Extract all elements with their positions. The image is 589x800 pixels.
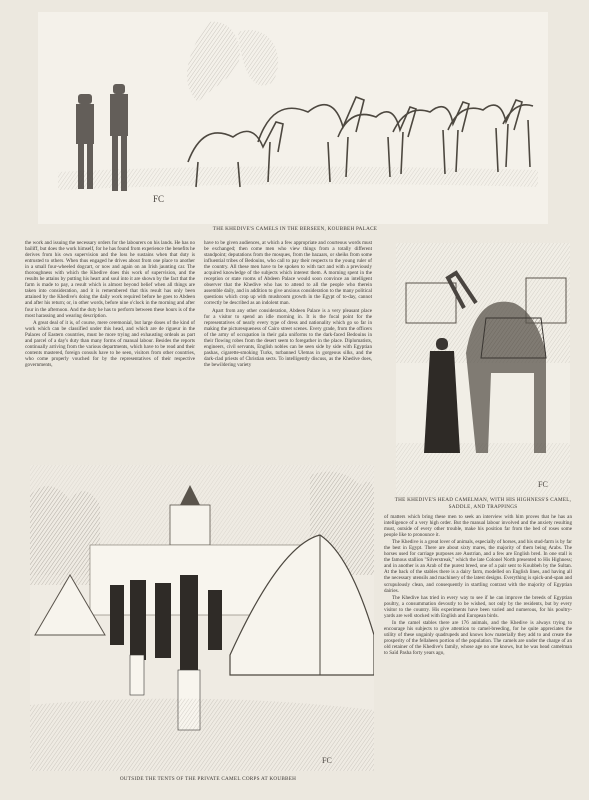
- tents-signature: FC: [322, 756, 332, 765]
- paragraph: the work and issuing the necessary orders for the labourers on his lands. He has no bailiff, but does the work himself, for he has found from experience the benefits he derives from his own supervision and the loss he sustains when that duty is entrusted to others. When thus engaged he drives about from one place to another in a small four-wheeled dogcart, or now and again on an Irish jaunting car. The thoroughness with which the Khedive does this work of supervision, and the results he attains by putting his heart and soul into it are shown by the fact that the farm is made to pay, a result which is almost beyond belief when all things are taken into consideration, and it is remembered that this result has only been attained by the Khedive's doing the daily work required before he goes to Abdeen and after his return; or, in other words, before nine o'clock in the morning and after four in the afternoon. And the duty he has to perform between these hours is of the most harassing and wearing description.: [25, 240, 195, 319]
- camels-caption: THE KHEDIVE'S CAMELS IN THE BERSEEN, KOUBBEH PALACE: [212, 226, 378, 232]
- text-column-right: [384, 514, 572, 657]
- camels-signature: FC: [153, 194, 165, 204]
- paragraph: of matters which bring these men to seek an interview with him proves that he has an intelligence of a very high order. But the manual labour involved and the anxiety resulting must, outside of every other trouble, make his position far from the bed of roses some people like to pronounce it.: [384, 514, 572, 539]
- paragraph: In the camel stables there are 176 animals, and the Khedive is always trying to encourage his subjects to give attention to camel-breeding, for he quite appreciates the utility of these ungainly quadrupeds and knows how materially they add to and create the prosperity of the fellaheen portion of the population. The camels are under the charge of an old retainer of the Khedive's family, whose age no one knows, but he was head camelman to Saïd Pasha forty years ago,: [384, 619, 572, 657]
- camelman-caption: THE KHEDIVE'S HEAD CAMELMAN, WITH HIS HIGHNESS'S CAMEL, SADDLE, AND TRAPPINGS: [394, 497, 572, 510]
- paragraph: A great deal of it is, of course, mere ceremonial, but large doses of the kind of work which can be classified under this head, and which are de rigueur in the Palaces of Eastern countries, must be more trying and exhausting ordeals as part and parcel of a day's duty than many forms of manual labour. Besides the reports continually arriving from the various departments, which have to be read and their contents mastered, foreign consuls have to be seen, visitors from other countries, who come properly vouched for by the representatives of their respective governments,: [25, 319, 195, 368]
- tents-illustration: [30, 465, 374, 771]
- tents-engraving: [30, 465, 374, 771]
- text-column-middle: [204, 240, 372, 369]
- text-column-left: [25, 240, 195, 369]
- paragraph: The Khedive has tried in every way to see if he can improve the breeds of Egyptian poultry, a consummation devoutly to be wished, not only by the residents, but by every visitor to the country. His experiments have been varied and numerous, for his poultry-yards are well stocked with English and European birds.: [384, 594, 572, 619]
- paragraph: The Khedive is a great lover of animals, especially of horses, and his stud-farm is by far the best in Egypt. There are about sixty mares, the majority of them being Arabs. The horses used for carriage purposes are Austrian, and a few are English bred. In one stall is the famous stallion "Silverstreak," which the late Colonel North presented to His Highness; and in another is an Arab of the purest breed, one of a pair sent to Koubbeh by the Sultan. At the back of the stables there is a dairy farm, modelled on English lines, and having all the necessary utensils and machinery of the latest designs. Everything is spick-and-span and scrupulously clean, and consequently in startling contrast with the majority of Egyptian dairies.: [384, 539, 572, 594]
- camels-engraving: [38, 12, 548, 224]
- camelman-illustration: [396, 243, 570, 495]
- camelman-signature: FC: [538, 480, 548, 489]
- camels-illustration: [38, 12, 548, 224]
- camelman-engraving: [396, 243, 570, 495]
- paragraph: have to be given audiences, at which a few appropriate and courteous words must be exchanged; then come men who view things from a totally different standpoint; deputations from the mosques, from the bazaars, or sheiks from some influential tribes of Bedouins, who call to pay their respects to the young ruler of the country. All these men have to be spoken to with tact and with a previously acquired knowledge of the subjects which interest them. A morning spent in the reception or state rooms of Abdeen Palace would soon convince an intelligent observer that the Khedive who has to attend to all the people who therein assemble daily, and in addition to give anxious consideration to the many political questions which crop up with mushroom growth in the Egypt of to-day, cannot correctly be described as an indolent man.: [204, 240, 372, 307]
- tents-caption: OUTSIDE THE TENTS OF THE PRIVATE CAMEL CORPS AT KOUBBEH: [119, 776, 297, 782]
- paragraph: Apart from any other consideration, Abdeen Palace is a very pleasant place for a visitor to spend an idle morning in. It is the focal point for the representatives of nearly every type of dress and nationality which go so far in making the picturesqueness of Cairo street scenes. Every grade, from the officers of the army of occupation in their gala uniforms to the dark-faced Bedouins in their flowing robes from the desert seem to foregather in the place. Diplomatists, engineers, civil servants, English nobles can be seen side by side with Egyptian pashas, cigarette-smoking Turks, turbanned Ulemas in gorgeous silks, and the dark-clad priests of Christian sects. To intelligently discuss, as the Khedive does, the bewildering variety: [204, 307, 372, 368]
